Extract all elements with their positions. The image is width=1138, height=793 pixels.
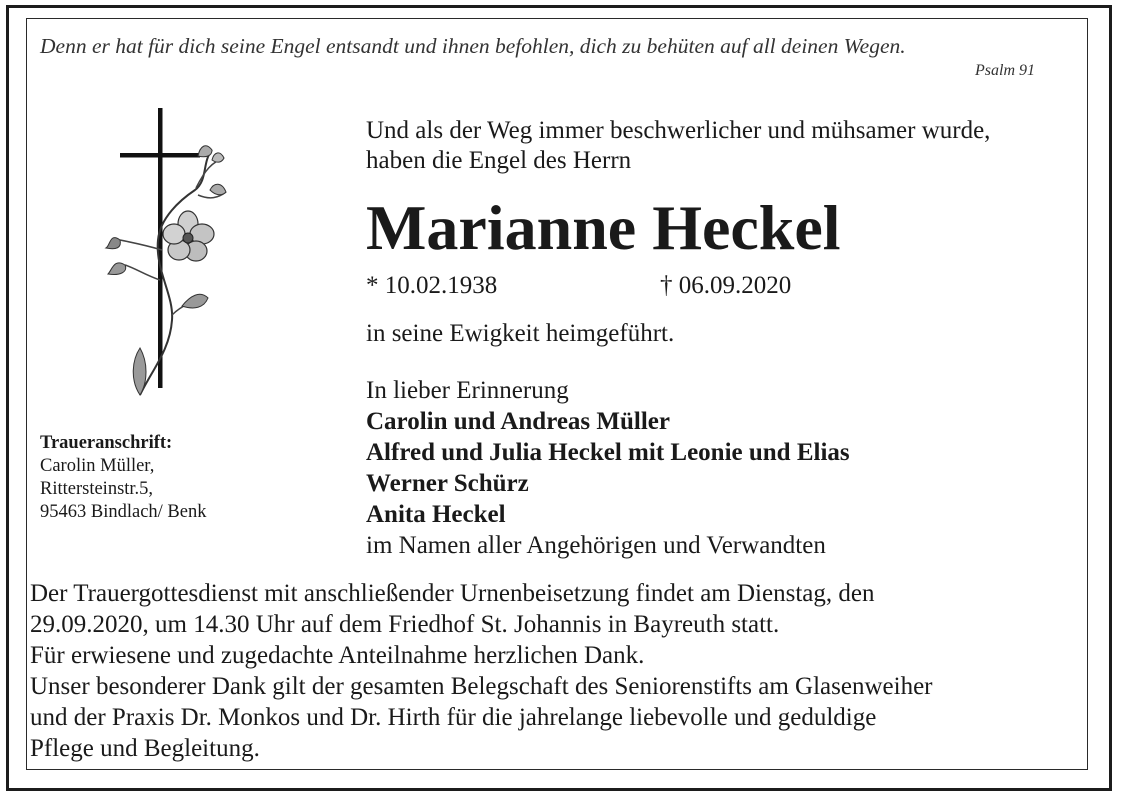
service-line: Pflege und Begleitung. bbox=[30, 735, 260, 762]
mourners-closing: im Namen aller Angehörigen und Verwandten bbox=[366, 532, 826, 559]
cross-with-flower-icon bbox=[100, 100, 240, 400]
address-line: Carolin Müller, bbox=[40, 456, 155, 476]
death-date: † 06.09.2020 bbox=[660, 272, 792, 299]
psalm-quote: Denn er hat für dich seine Engel entsandt und ihnen befohlen, dich zu behüten auf all deinen Wegen. bbox=[40, 34, 906, 58]
mourner-name: Carolin und Andreas Müller bbox=[366, 408, 670, 435]
condolence-address bbox=[40, 432, 206, 524]
psalm-source: Psalm 91 bbox=[975, 62, 1035, 79]
address-heading: Traueranschrift: bbox=[40, 433, 173, 453]
service-line: Unser besonderer Dank gilt der gesamten Belegschaft des Seniorenstifts am Glasenweiher bbox=[30, 673, 933, 700]
mourners-block bbox=[366, 375, 850, 561]
service-line: und der Praxis Dr. Monkos und Dr. Hirth für die jahrelange liebevolle und geduldige bbox=[30, 704, 877, 731]
eternity-phrase: in seine Ewigkeit heimgeführt. bbox=[366, 320, 675, 347]
address-line: Rittersteinstr.5, bbox=[40, 479, 154, 499]
intro-line: haben die Engel des Herrn bbox=[366, 147, 632, 174]
service-announcement bbox=[30, 578, 933, 764]
mourner-name: Werner Schürz bbox=[366, 470, 529, 497]
birth-date: * 10.02.1938 bbox=[366, 272, 498, 299]
address-line: 95463 Bindlach/ Benk bbox=[40, 502, 207, 522]
deceased-name: Marianne Heckel bbox=[366, 192, 841, 263]
mourners-intro: In lieber Erinnerung bbox=[366, 377, 569, 404]
mourner-name: Anita Heckel bbox=[366, 501, 506, 528]
service-line: Der Trauergottesdienst mit anschließender Urnenbeisetzung findet am Dienstag, den bbox=[30, 580, 875, 607]
service-line: Für erwiesene und zugedachte Anteilnahme herzlichen Dank. bbox=[30, 642, 645, 669]
mourner-name: Alfred und Julia Heckel mit Leonie und Elias bbox=[366, 439, 850, 466]
intro-line: Und als der Weg immer beschwerlicher und mühsamer wurde, bbox=[366, 117, 991, 144]
service-line: 29.09.2020, um 14.30 Uhr auf dem Friedhof St. Johannis in Bayreuth statt. bbox=[30, 611, 780, 638]
intro-text bbox=[366, 116, 990, 176]
